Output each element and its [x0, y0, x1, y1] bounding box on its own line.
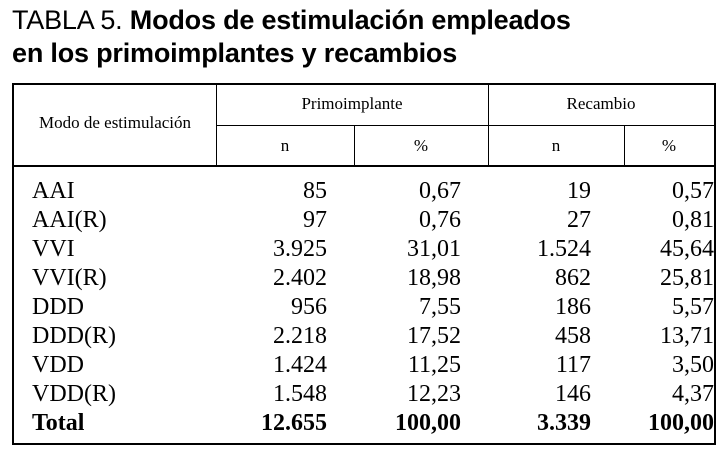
cell-recambio-n: 862 — [555, 265, 591, 291]
cell-recambio-pct: 0,81 — [672, 207, 714, 233]
cell-recambio-pct: 100,00 — [648, 410, 714, 436]
table-row — [14, 235, 714, 264]
cell-primo-pct: 18,98 — [407, 265, 461, 291]
table-header — [14, 85, 714, 167]
cell-primo-pct: 17,52 — [407, 323, 461, 349]
cell-primo-pct: 7,55 — [419, 294, 461, 320]
cell-recambio-n: 19 — [567, 178, 591, 204]
sub-header-pct: % — [661, 136, 677, 155]
table-row — [14, 264, 714, 293]
title-prefix: TABLA 5. — [12, 5, 123, 35]
cell-recambio-n: 458 — [555, 323, 591, 349]
cell-primo-n: 956 — [291, 294, 327, 320]
header-group-rule — [216, 125, 714, 126]
group-header-recambio: Recambio — [566, 94, 636, 113]
group-header-primoimplante: Primoimplante — [301, 94, 403, 113]
title-line-1 — [12, 4, 712, 37]
cell-recambio-n: 3.339 — [537, 410, 591, 436]
cell-recambio-n: 146 — [555, 381, 591, 407]
cell-primo-pct: 31,01 — [407, 236, 461, 262]
cell-mode: AAI — [32, 178, 75, 204]
title-main: Modos de estimulación empleados — [129, 5, 571, 35]
cell-mode: DDD(R) — [32, 323, 116, 349]
cell-mode: DDD — [32, 294, 84, 320]
cell-primo-n: 3.925 — [273, 236, 327, 262]
cell-recambio-n: 186 — [555, 294, 591, 320]
table-row — [14, 206, 714, 235]
cell-recambio-pct: 3,50 — [672, 352, 714, 378]
cell-recambio-pct: 4,37 — [672, 381, 714, 407]
cell-recambio-pct: 5,57 — [672, 294, 714, 320]
cell-mode: VDD — [32, 352, 84, 378]
cell-primo-pct: 100,00 — [395, 410, 461, 436]
sub-header-n: n — [280, 136, 290, 155]
cell-primo-n: 85 — [303, 178, 327, 204]
sub-header-n: n — [551, 136, 561, 155]
table-row — [14, 293, 714, 322]
data-table — [12, 83, 716, 445]
table-body — [14, 177, 714, 438]
cell-primo-pct: 0,76 — [419, 207, 461, 233]
cell-primo-n: 12.655 — [261, 410, 327, 436]
table-row — [14, 177, 714, 206]
cell-mode: AAI(R) — [32, 207, 107, 233]
table-row — [14, 322, 714, 351]
cell-primo-n: 1.548 — [273, 381, 327, 407]
stub-header: Modo de estimulación — [38, 113, 192, 132]
title-line-2: en los primoimplantes y recambios — [12, 38, 458, 68]
cell-primo-pct: 0,67 — [419, 178, 461, 204]
cell-primo-n: 2.402 — [273, 265, 327, 291]
cell-recambio-n: 27 — [567, 207, 591, 233]
cell-mode: VVI — [32, 236, 75, 262]
cell-recambio-pct: 13,71 — [660, 323, 714, 349]
cell-primo-pct: 11,25 — [407, 352, 461, 378]
table-total-row — [14, 409, 714, 438]
cell-primo-n: 1.424 — [273, 352, 327, 378]
cell-recambio-pct: 45,64 — [660, 236, 714, 262]
cell-recambio-n: 1.524 — [537, 236, 591, 262]
cell-recambio-n: 117 — [555, 352, 591, 378]
cell-mode: VVI(R) — [32, 265, 107, 291]
cell-primo-pct: 12,23 — [407, 381, 461, 407]
cell-mode: Total — [32, 410, 85, 436]
cell-primo-n: 97 — [303, 207, 327, 233]
sub-header-pct: % — [413, 136, 429, 155]
cell-primo-n: 2.218 — [273, 323, 327, 349]
table-row — [14, 351, 714, 380]
table-title — [12, 4, 712, 70]
table-row — [14, 380, 714, 409]
cell-recambio-pct: 25,81 — [660, 265, 714, 291]
cell-recambio-pct: 0,57 — [672, 178, 714, 204]
cell-mode: VDD(R) — [32, 381, 116, 407]
